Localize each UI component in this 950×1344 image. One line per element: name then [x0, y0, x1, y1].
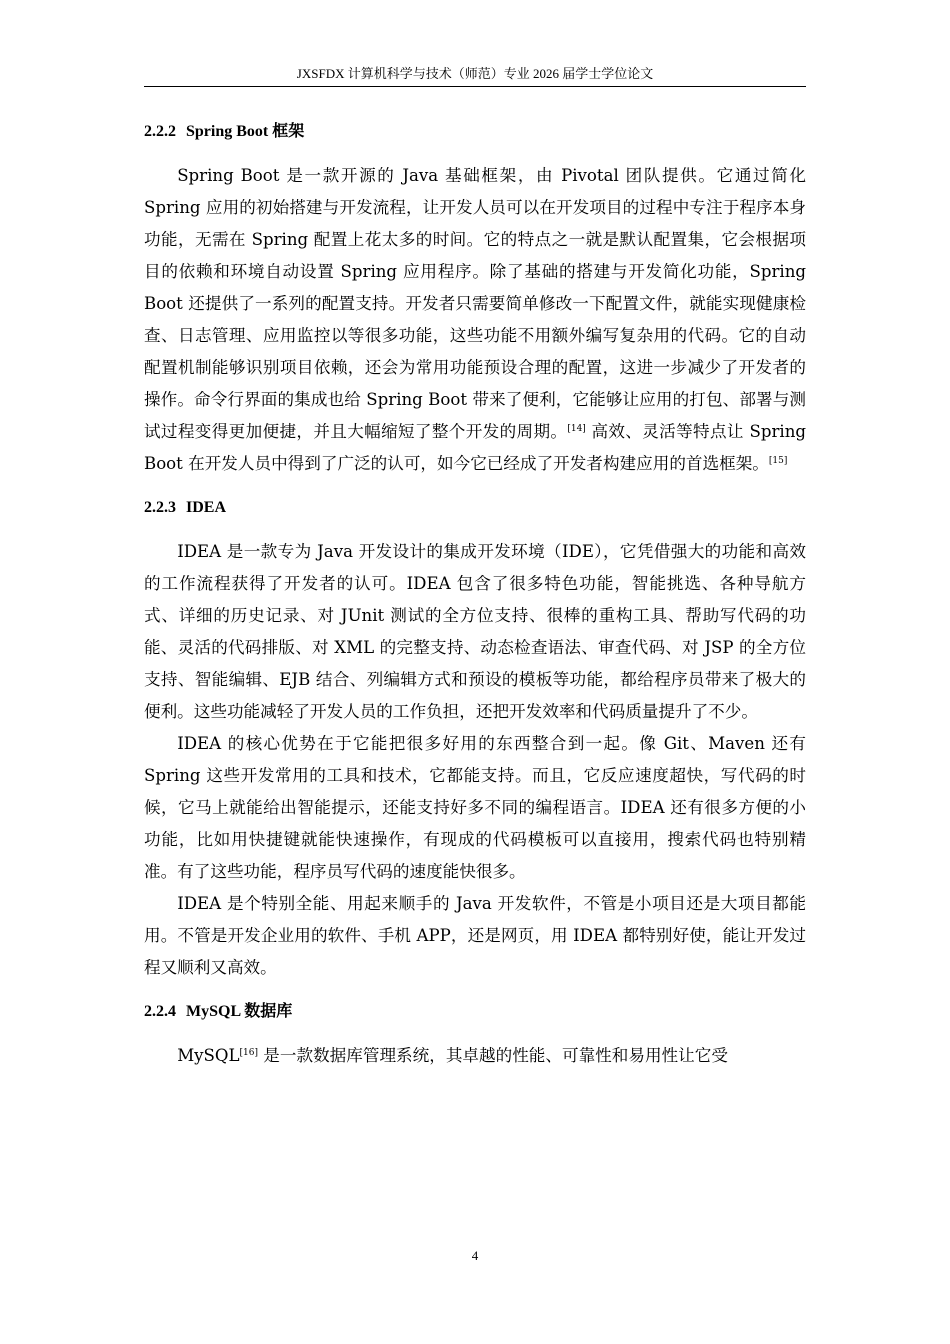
section-title: Spring Boot 框架: [186, 123, 305, 140]
paragraph: IDEA 是个特别全能、用起来顺手的 Java 开发软件，不管是小项目还是大项目都能用。不管是开发企业用的软件、手机 APP，还是网页，用 IDEA 都特别好使，能让开发过程又顺利又高效。: [144, 894, 806, 977]
paragraph: IDEA 的核心优势在于它能把很多好用的东西整合到一起。像 Git、Maven 还有 Spring 这些开发常用的工具和技术，它都能支持。而且，它反应速度超快，写代码的时候，它马上就能给出智能提示，还能支持好多不同的编程语言。IDEA 还有很多方便的小功能，比如用快捷键就能快速操作，有现成的代码模板可以直接用，搜索代码也特别精准。有了这些功能，程序员写代码的速度能快很多。: [144, 734, 806, 881]
paragraph: [144, 1040, 806, 1072]
paragraph-text: 高效、灵活等特点让 Spring Boot 在开发人员中得到了广泛的认可，如今它已经成了开发者构建应用的首选框架。: [144, 422, 806, 473]
paragraph-text: Spring Boot 是一款开源的 Java 基础框架，由 Pivotal 团队提供。它通过简化 Spring 应用的初始搭建与开发流程，让开发人员可以在开发项目的过程中专注于程序本身功能，无需在 Spring 配置上花太多的时间。它的特点之一就是默认配置集，它会根据项目的依赖和环境自动设置 Spring 应用程序。除了基础的搭建与开发简化功能，Spring Boot 还提供了一系列的配置支持。开发者只需要简单修改一下配置文件，就能实现健康检查、日志管理、应用监控以等很多功能，这些功能不用额外编写复杂用的代码。它的自动配置机制能够识别项目依赖，还会为常用功能预设合理的配置，这进一步减少了开发者的操作。命令行界面的集成也给 Spring Boot 带来了便利，它能够让应用的打包、部署与测试过程变得更加便捷，并且大幅缩短了整个开发的周期。: [144, 166, 806, 441]
page-body: [144, 112, 806, 1072]
header-rule: [144, 86, 806, 87]
paragraph-text: MySQL: [177, 1046, 240, 1065]
paragraph: [144, 160, 806, 480]
section-heading-2-2-4: [144, 998, 806, 1026]
citation: [16]: [239, 1048, 259, 1058]
running-header: JXSFDX 计算机科学与技术（师范）专业 2026 届学士学位论文: [296, 66, 654, 81]
section-title: IDEA: [186, 499, 227, 516]
citation: [14]: [567, 424, 586, 434]
section-number: 2.2.3: [144, 499, 176, 516]
page-number: 4: [471, 1248, 479, 1263]
section-number: 2.2.4: [144, 1003, 176, 1020]
section-title: MySQL 数据库: [186, 1003, 293, 1020]
section-number: 2.2.2: [144, 123, 176, 140]
section-heading-2-2-2: [144, 118, 806, 146]
section-heading-2-2-3: [144, 494, 806, 522]
paragraph: IDEA 是一款专为 Java 开发设计的集成开发环境（IDE），它凭借强大的功能和高效的工作流程获得了开发者的认可。IDEA 包含了很多特色功能，智能挑选、各种导航方式、详细的历史记录、对 JUnit 测试的全方位支持、很棒的重构工具、帮助写代码的功能、灵活的代码排版、对 XML 的完整支持、动态检查语法、审查代码、对 JSP 的全方位支持、智能编辑、EJB 结合、列编辑方式和预设的模板等功能，都给程序员带来了极大的便利。这些功能减轻了开发人员的工作负担，还把开发效率和代码质量提升了不少。: [144, 542, 806, 721]
paragraph-text: 是一款数据库管理系统，其卓越的性能、可靠性和易用性让它受: [258, 1046, 728, 1065]
citation: [15]: [768, 456, 788, 466]
